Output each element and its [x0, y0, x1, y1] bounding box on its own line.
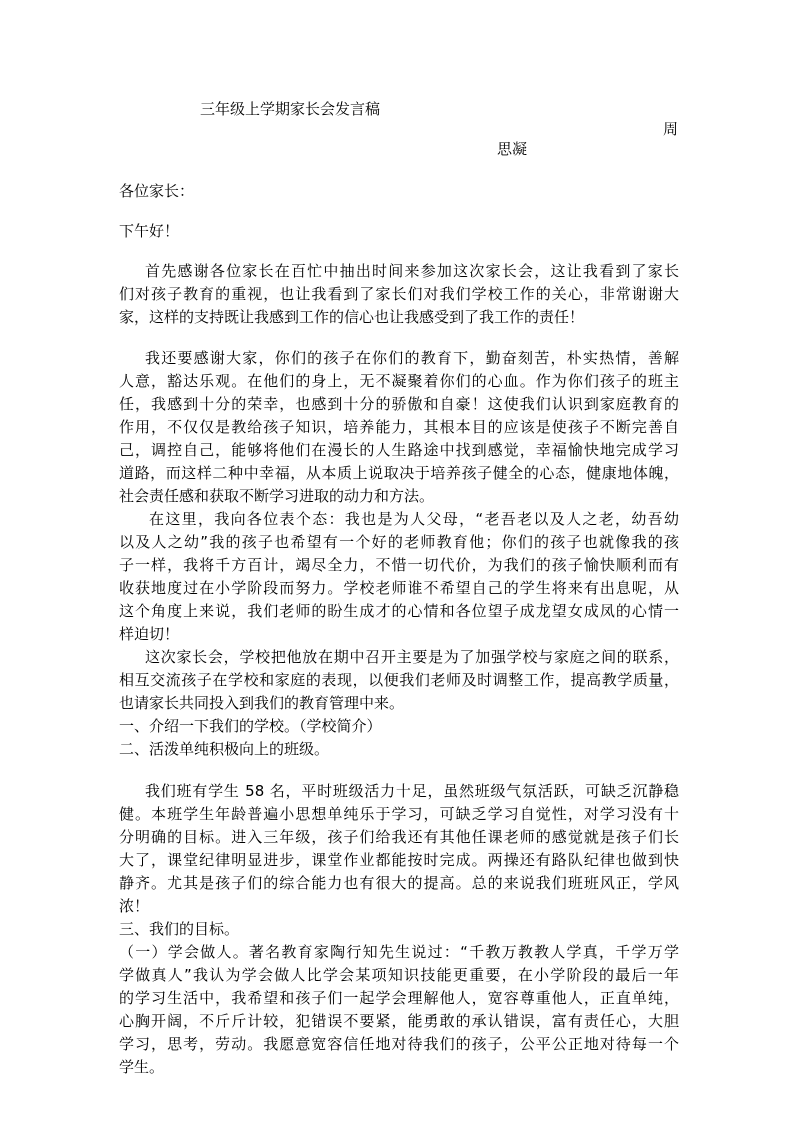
text-line: 健。本班学生年龄普遍小思想单纯乐于学习，可缺乏学习自觉性，对学习没有十 — [119, 805, 679, 823]
text-line: 以及人之幼”我的孩子也希望有一个好的老师教育他；你们的孩子也就像我的孩 — [119, 533, 679, 551]
author-name-line2: 思凝 — [497, 140, 528, 158]
section-heading: 三、我们的目标。 — [119, 920, 240, 938]
text-line: 社会责任感和获取不断学习进取的动力和方法。 — [119, 487, 435, 505]
text-line: 这次家长会，学校把他放在期中召开主要是为了加强学校与家庭之间的联系， — [145, 648, 679, 666]
text-line: 任，我感到十分的荣幸，也感到十分的骄傲和自豪！这使我们认识到家庭教育的 — [119, 395, 679, 413]
text-line: 也请家长共同投入到我们的教育管理中来。 — [119, 694, 405, 712]
author-name-line1: 周 — [663, 120, 679, 138]
text-line: 作用，不仅仅是教给孩子知识，培养能力，其根本目的应该是使孩子不断完善自 — [119, 418, 679, 436]
text-line: 学习，思考，劳动。我愿意宽容信任地对待我们的孩子，公平公正地对待每一个 — [119, 1035, 679, 1053]
text-line: 收获地度过在小学阶段而努力。学校老师谁不希望自己的学生将来有出息呢，从 — [119, 579, 679, 597]
text-line: （一）学会做人。著名教育家陶行知先生说过：“千教万教教人学真，千学万学 — [119, 943, 679, 961]
text-line: 首先感谢各位家长在百忙中抽出时间来参加这次家长会，这让我看到了家长 — [145, 262, 679, 280]
salutation: 各位家长： — [119, 182, 195, 200]
greeting: 下午好！ — [119, 222, 180, 240]
text-line: 们对孩子教育的重视，也让我看到了家长们对我们学校工作的关心，非常谢谢大 — [119, 285, 679, 303]
text-line: 人意，豁达乐观。在他们的身上，无不凝聚着你们的心血。作为你们孩子的班主 — [119, 372, 679, 390]
text-line: 子一样，我将千方百计，竭尽全力，不惜一切代价，为我们的孩子愉快顺利而有 — [119, 556, 679, 574]
text-line: 这个角度上来说，我们老师的盼生成才的心情和各位望子成龙望女成凤的心情一 — [119, 602, 679, 620]
text-line: 学生。 — [119, 1058, 165, 1076]
text-line: 己，调控自己，能够将他们在漫长的人生路途中找到感觉，幸福愉快地完成学习 — [119, 441, 679, 459]
text-line: 相互交流孩子在学校和家庭的表现，以便我们老师及时调整工作，提高教学质量， — [119, 671, 679, 689]
text-line: 我还要感谢大家，你们的孩子在你们的教育下，勤奋刻苦，朴实热情，善解 — [145, 349, 679, 367]
document-title: 三年级上学期家长会发言稿 — [200, 100, 381, 118]
text-line: 心胸开阔，不斤斤计较，犯错误不要紧，能勇敢的承认错误，富有责任心，大胆 — [119, 1012, 679, 1030]
text-line: 分明确的目标。进入三年级，孩子们给我还有其他任课老师的感觉就是孩子们长 — [119, 828, 679, 846]
text-line: 家，这样的支持既让我感到工作的信心也让我感受到了我工作的责任！ — [119, 308, 585, 326]
text-line: 学做真人”我认为学会做人比学会某项知识技能更重要，在小学阶段的最后一年 — [119, 966, 679, 984]
text-line: 的学习生活中，我希望和孩子们一起学会理解他人，宽容尊重他人，正直单纯， — [119, 989, 679, 1007]
text-line: 样迫切！ — [119, 625, 180, 643]
section-heading: 二、活泼单纯积极向上的班级。 — [119, 740, 330, 758]
text-line: 大了，课堂纪律明显进步，课堂作业都能按时完成。两操还有路队纪律也做到快 — [119, 851, 679, 869]
text-line: 道路，而这样二种中幸福，从本质上说取决于培养孩子健全的心态，健康地体魄， — [119, 464, 679, 482]
text-line: 静齐。尤其是孩子们的综合能力也有很大的提高。总的来说我们班班风正，学风 — [119, 874, 679, 892]
text-line: 在这里，我向各位表个态：我也是为人父母，“老吾老以及人之老，幼吾幼 — [149, 510, 679, 528]
text-line: 浓！ — [119, 897, 150, 915]
section-heading: 一、介绍一下我们的学校。（学校简介） — [119, 717, 382, 735]
text-line: 我们班有学生 58 名，平时班级活力十足，虽然班级气氛活跃，可缺乏沉静稳 — [145, 782, 679, 800]
